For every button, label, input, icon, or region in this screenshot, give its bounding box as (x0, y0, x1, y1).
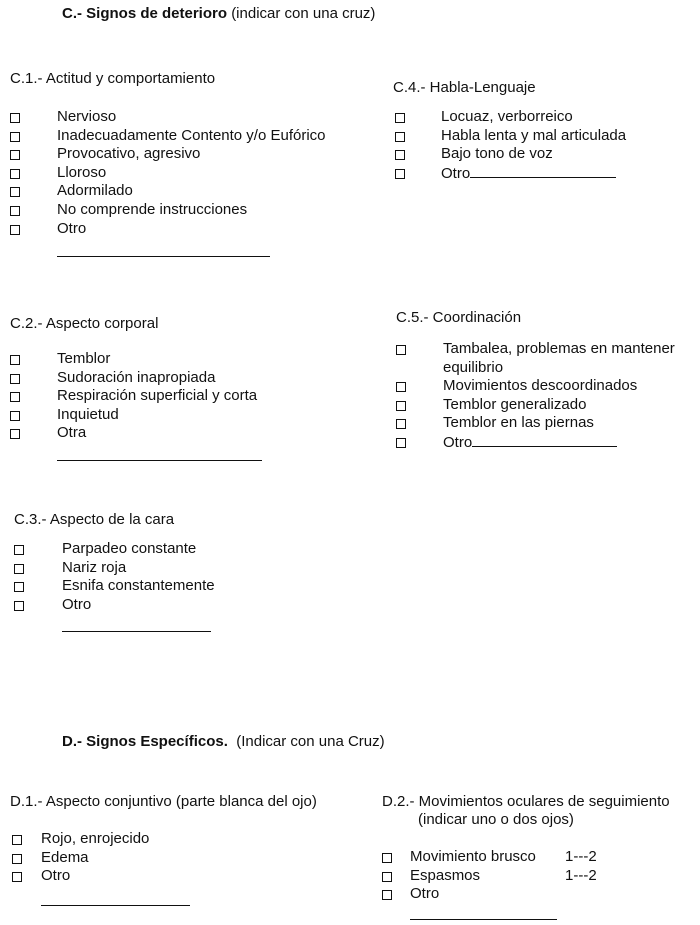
checkbox-icon[interactable] (395, 150, 405, 160)
item-label (57, 387, 257, 406)
d2-label-line2: (indicar uno o dos ojos) (418, 811, 574, 828)
item-label (41, 867, 70, 886)
item-text: Otro (410, 885, 440, 903)
item-label (443, 396, 586, 415)
item-label (62, 559, 126, 578)
item-text: Provocativo, agresivo (57, 145, 201, 163)
checkbox-icon[interactable] (14, 545, 24, 555)
item-label (57, 182, 133, 201)
c4-label: C.4.- Habla-Lenguaje (393, 79, 536, 96)
item-text: Bajo tono de voz (441, 145, 553, 163)
item-text: Nariz roja (62, 558, 127, 576)
item-text: Temblor (57, 350, 111, 367)
checkbox-icon[interactable] (12, 872, 22, 882)
c5-label: C.5.- Coordinación (396, 309, 522, 326)
checkbox-icon[interactable] (10, 113, 20, 123)
checkbox-icon[interactable] (10, 150, 20, 160)
checkbox-icon[interactable] (12, 835, 22, 845)
item-text: Nervioso (57, 108, 117, 125)
checkbox-icon[interactable] (396, 382, 406, 392)
checkbox-icon[interactable] (10, 187, 20, 197)
checkbox-icon[interactable] (10, 411, 20, 421)
checkbox-icon[interactable] (14, 582, 24, 592)
item-label (57, 108, 116, 127)
item-label (57, 406, 119, 425)
checkbox-icon[interactable] (10, 392, 20, 402)
eye-scale: 1---2 (565, 848, 597, 865)
d2-other-line (410, 919, 557, 920)
checkbox-icon[interactable] (396, 419, 406, 429)
item-text-continuation: equilibrio (443, 358, 504, 376)
c2-other-line (57, 460, 262, 461)
item-label (57, 164, 106, 183)
checkbox-icon[interactable] (395, 132, 405, 142)
checkbox-icon[interactable] (10, 225, 20, 235)
item-label (41, 849, 89, 868)
checkbox-icon[interactable] (10, 132, 20, 142)
item-text: Inadecuadamente Contento y/o Eufórico (57, 126, 326, 144)
d2-label: D.2.- Movimientos oculares de seguimiento (382, 793, 670, 810)
item-text: Habla lenta y mal articulada (441, 126, 627, 144)
section-c-note: (indicar con una cruz) (231, 5, 376, 22)
checkbox-icon[interactable] (14, 564, 24, 574)
item-label (441, 127, 626, 146)
checkbox-icon[interactable] (10, 355, 20, 365)
item-label (443, 414, 594, 433)
c2-label: C.2.- Aspecto corporal (10, 315, 159, 332)
item-label (443, 340, 675, 359)
checkbox-icon[interactable] (396, 438, 406, 448)
checkbox-icon[interactable] (382, 853, 392, 863)
item-label (441, 108, 573, 127)
checkbox-icon[interactable] (10, 374, 20, 384)
item-text: Sudoración inapropiada (57, 368, 216, 386)
item-text: Rojo, enrojecido (41, 830, 150, 847)
item-label (443, 433, 617, 453)
section-d-heading: D.- Signos Específicos. (62, 733, 228, 750)
c3-other-line (62, 631, 211, 632)
item-label (410, 867, 480, 886)
item-text: Respiración superficial y corta (57, 387, 258, 405)
item-label (57, 201, 247, 220)
item-label (443, 377, 637, 396)
item-text: Movimientos descoordinados (443, 377, 638, 395)
item-label (410, 848, 536, 867)
section-d-title (62, 733, 385, 750)
item-text: Esnifa constantemente (62, 577, 215, 595)
item-text: Temblor en las piernas (443, 414, 594, 432)
item-text: Parpadeo constante (62, 540, 197, 557)
c1-other-line (57, 256, 270, 257)
other-blank-line[interactable] (472, 433, 617, 447)
item-label (441, 145, 553, 164)
item-text: No comprende instrucciones (57, 200, 248, 218)
checkbox-icon[interactable] (395, 169, 405, 179)
section-d-note: (Indicar con una Cruz) (236, 733, 385, 750)
item-text: Lloroso (57, 163, 107, 181)
item-text: Inquietud (57, 405, 119, 423)
section-c-title (62, 5, 375, 22)
item-text: Otro (443, 433, 473, 451)
item-text: Otro (57, 219, 87, 237)
item-text: Temblor generalizado (443, 395, 587, 413)
c1-label: C.1.- Actitud y comportamiento (10, 70, 216, 87)
checkbox-icon[interactable] (382, 890, 392, 900)
item-text: Adormilado (57, 182, 133, 200)
other-blank-line[interactable] (470, 164, 616, 178)
d1-other-line (41, 905, 190, 906)
item-label (57, 145, 200, 164)
checkbox-icon[interactable] (396, 401, 406, 411)
item-text: Espasmos (410, 866, 481, 884)
item-label (41, 830, 149, 849)
eye-scale: 1---2 (565, 866, 597, 884)
item-text: Tambalea, problemas en mantener (443, 340, 675, 357)
item-label (410, 885, 439, 904)
c3-label: C.3.- Aspecto de la cara (14, 511, 175, 528)
item-label (62, 577, 215, 596)
item-label (62, 540, 196, 559)
checkbox-icon[interactable] (10, 169, 20, 179)
item-text: Edema (41, 848, 89, 866)
item-text: Otro (441, 164, 471, 182)
item-text: Movimiento brusco (410, 848, 536, 865)
item-label (57, 424, 86, 443)
checkbox-icon[interactable] (10, 206, 20, 216)
checkbox-icon[interactable] (395, 113, 405, 123)
checkbox-icon[interactable] (382, 872, 392, 882)
item-label (57, 350, 110, 369)
item-text: Otro (62, 595, 92, 613)
item-text: Otro (41, 867, 71, 885)
item-label (57, 127, 326, 146)
item-label (441, 164, 616, 184)
checkbox-icon[interactable] (396, 345, 406, 355)
d1-label: D.1.- Aspecto conjuntivo (parte blanca del ojo) (10, 793, 317, 810)
checkbox-icon[interactable] (14, 601, 24, 611)
item-label (62, 596, 91, 615)
item-text: Locuaz, verborreico (441, 108, 573, 125)
item-text: Otra (57, 424, 87, 442)
item-label (57, 220, 86, 239)
checkbox-icon[interactable] (10, 429, 20, 439)
section-c-heading: C.- Signos de deterioro (62, 5, 228, 22)
checkbox-icon[interactable] (12, 854, 22, 864)
item-label (57, 369, 215, 388)
